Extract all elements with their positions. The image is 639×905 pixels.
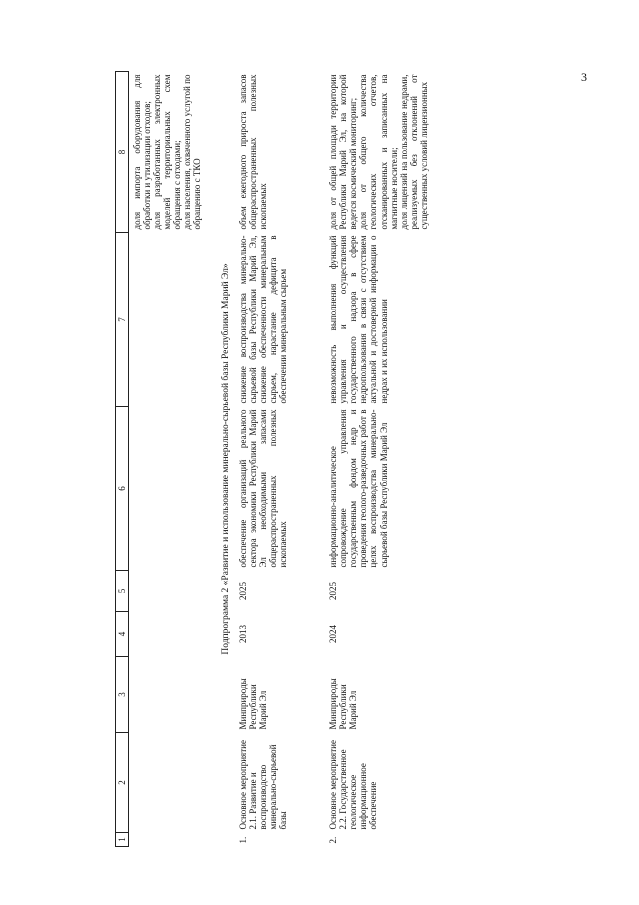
table-container [115,72,431,847]
header-col-7: 7 [116,233,129,407]
subprogram-title: Подпрограмма 2 «Развитие и использование минерально-сырьевой базы Республики Марий Эл» [220,263,231,655]
header-col-5: 5 [116,571,129,612]
continuation-row [129,72,215,847]
page-number: 3 [581,70,587,84]
end-year: 2025 [238,582,249,600]
consequences: снижение воспроизводства минерально-сырьевой базы Республики Марий Эл, снижение обеспеченности минеральным сырьем, нарастание дефицита в обеспечении минеральным сырьем [238,235,289,404]
measure-name: Основное мероприятие 2.1. Развитие и воспроизводство минерально-сырьевой базы [238,740,289,830]
executor: Минприроды Республики Марий Эл [238,678,269,730]
indicators: объем ежегодного прироста запасов общераспространенных полезных ископаемых [238,74,269,230]
continuation-indicators: доля импорта оборудования для обработки и утилизации отходов; доля разработанных электронных моделей территориальных схем обращения с отходами; доля населения, охваченного услугой по обращению с ТКО [132,74,203,230]
table-row [325,72,431,847]
expected-result: обеспечение организаций реального сектора экономики Республики Марий Эл необходимыми запасами общераспространенных полезных ископаемых [238,409,289,568]
header-col-4: 4 [116,612,129,657]
header-col-3: 3 [116,657,129,733]
row-number: 2. [328,836,339,844]
subprogram-title-row [215,72,236,847]
table-row [235,72,325,847]
row-number: 1. [238,836,249,844]
end-year: 2025 [328,582,339,600]
start-year: 2024 [328,625,339,643]
header-col-1: 1 [116,833,129,847]
header-col-6: 6 [116,407,129,571]
measure-name: Основное мероприятие 2.2. Государственное геологическое информационное обеспечение [328,740,379,830]
header-row [116,72,129,847]
header-col-8: 8 [116,72,129,233]
start-year: 2013 [238,625,249,643]
executor: Минприроды Республики Марий Эл [328,678,359,730]
program-table [115,71,431,847]
consequences: невозможность выполнения функций управления и осуществления государственного надзора в сфере недропользования в связи с отсутствием актуальной и достоверной информации о недрах и их использовании [328,235,389,404]
expected-result: информационно-аналитическое сопровождение управления государственным фондом недр и проведения геолого-разведочных работ в целях воспроизводства минерально-сырьевой базы Республики Марий Эл [328,409,389,568]
header-col-2: 2 [116,733,129,833]
indicators: доля от общей площади территории Республики Марий Эл, на которой ведется космический мониторинг; доля от общего количества геологических отчетов, отсканированных и записанных на магнитные носители; доля лицензий на пользование недрами, реализуемых без отклонений от существенных условий лицензионных [328,74,429,230]
